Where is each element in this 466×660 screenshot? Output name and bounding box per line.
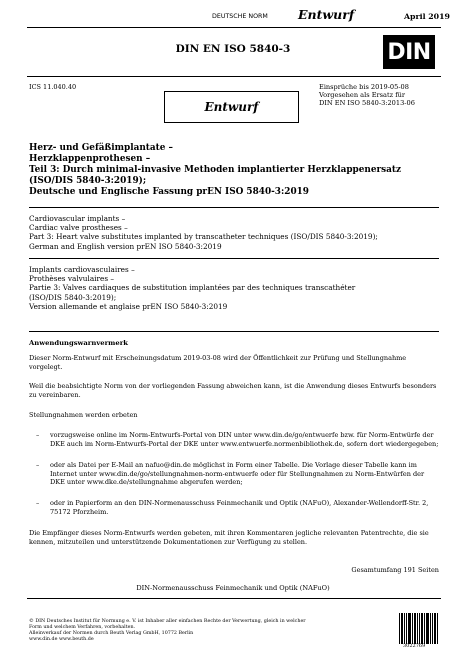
list-item-text: vorzugsweise online im Norm-Entwurfs-Portal von DIN unter www.din.de/go/entwuerfe bzw. für Norm-Entwürfe der DKE auch im Norm-Entwurfs-Portal der DKE unter www.entwuerfe.normenbibliothek.de, sofern dort wiedergegeben; [50,431,439,448]
title-german-line: Herzklappenprothesen – [29,153,151,164]
objections-block [319,83,415,108]
bullet-dash: – [36,461,40,469]
footer-line: © DIN Deutsches Institut für Normung e. V. ist Inhaber aller einfachen Rechte der Verwertung, gleich in welcher Form und welchem Verfahren, vorbehalten. [29,619,306,630]
paragraph: Die Empfänger dieses Norm-Entwurfs werden gebeten, mit ihren Kommentaren jegliche relevanten Patentrechte, die sie kennen, mitzuteilen und unterstützende Dokumentationen zur Verfügung zu stellen. [29,529,429,546]
header-date: April 2019 [404,12,450,21]
list-item [36,499,440,516]
din-logo: DIN [383,35,435,69]
top-rule [27,27,441,28]
title-german-line: Deutsche und Englische Fassung prEN ISO 5840-3:2019 [29,186,309,197]
objections-line: Einsprüche bis 2019-05-08 [319,83,409,91]
bullet-dash: – [36,431,40,439]
barcode-number: 3022769 [403,643,426,649]
title-english-line: Part 3: Heart valve substitutes implanted by transcatheter techniques (ISO/DIS 5840-3:2019); [29,232,378,242]
footer-link[interactable]: www.din.de [29,637,58,642]
entwurf-box: Entwurf [164,91,299,123]
paragraph: Weil die beabsichtigte Norm von der vorliegenden Fassung abweichen kann, ist die Anwendung dieses Entwurfs besonders zu vereinbaren. [29,382,437,399]
separator [29,258,439,259]
title-french [29,265,449,311]
barcode-icon [399,613,439,644]
footer-notice [29,619,319,643]
footer-line [29,637,319,643]
paragraph: Stellungnahmen werden erbeten [29,411,138,419]
title-german-line: (ISO/DIS 5840-3:2019); [29,175,147,186]
title-french-line: Prothèses valvulaires – [29,274,115,284]
separator [29,331,439,332]
list-item-text: oder in Papierform an den DIN-Normenausschuss Feinmechanik und Optik (NAFuO), Alexander-Wellendorff-Str. 2, 75172 Pforzheim. [50,499,429,516]
page-count: Gesamtumfang 191 Seiten [351,566,439,574]
objections-line: Vorgesehen als Ersatz für [319,91,406,100]
document-number: DIN EN ISO 5840-3 [175,43,291,55]
separator [29,207,439,208]
committee-name: DIN-Normenausschuss Feinmechanik und Optik (NAFuO) [136,584,330,592]
list-item-text: oder als Datei per E-Mail an nafuo@din.de möglichst in Form einer Tabelle. Die Vorlage dieser Tabelle kann im Internet unter www.din.de/go/stellungnahmen-norm-entwuerfe oder für Stellungnahmen zu Norm-Entwürfen der DKE unter www.dke.de/stellungnahme abgerufen werden; [50,461,425,486]
title-english-line: German and English version prEN ISO 5840-3:2019 [29,241,222,251]
header-norm-label: DEUTSCHE NORM [212,13,268,20]
footer-link[interactable]: www.beuth.de [58,637,94,642]
title-german-line: Herz- und Gefäßimplantate – [29,143,173,153]
ics-code: ICS 11.040.40 [29,83,77,91]
warning-heading: Anwendungswarnvermerk [29,339,128,347]
footer-rule [27,598,441,599]
title-french-line: (ISO/DIS 5840-3:2019); [29,292,117,302]
list-item [36,461,440,487]
title-french-line: Partie 3: Valves cardiaques de substitution implantées par des techniques transcathéter [29,283,356,293]
title-english-line: Cardiovascular implants – [29,214,126,223]
paragraph: Dieser Norm-Entwurf mit Erscheinungsdatum 2019-03-08 wird der Öffentlichkeit zur Prüfung und Stellungnahme vorgelegt. [29,354,407,371]
header-entwurf-label: Entwurf [298,7,355,22]
list-item [36,431,440,448]
title-english [29,214,449,251]
bullet-dash: – [36,499,40,507]
title-english-line: Cardiac valve prostheses – [29,223,128,233]
title-french-line: Implants cardiovasculaires – [29,265,135,274]
title-german-line: Teil 3: Durch minimal-invasive Methoden implantierter Herzklappenersatz [29,164,402,175]
footer-line: Alleinverkauf der Normen durch Beuth Verlag GmbH, 10772 Berlin [29,631,194,636]
objections-line: DIN EN ISO 5840-3:2013-06 [319,99,415,108]
title-french-line: Version allemande et anglaise prEN ISO 5840-3:2019 [29,301,228,311]
title-rule [27,76,441,77]
title-german [29,143,449,198]
